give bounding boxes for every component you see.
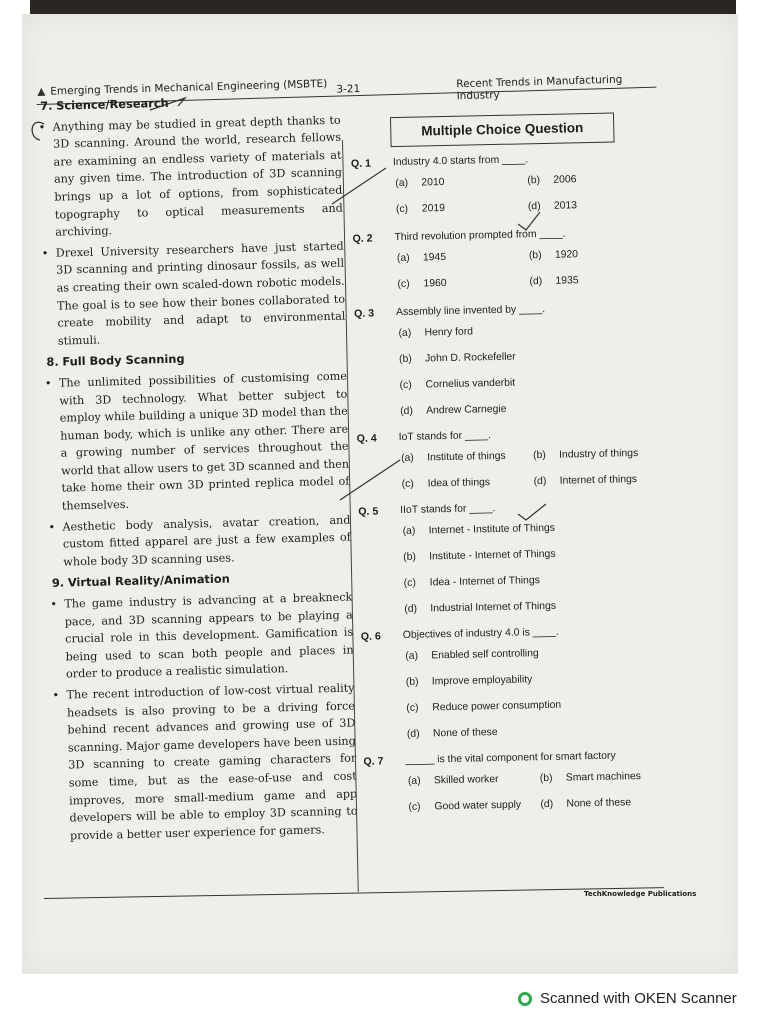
- bullet: •: [48, 520, 56, 534]
- paragraph: • The game industry is advancing at a breakneck pace, and 3D scanning appears to be playing a crucial role in this development. Gamification is being used to scan both people and places in order to produce a realistic simulation.: [50, 590, 354, 681]
- option-c: (c) Idea - Internet of Things: [403, 575, 540, 589]
- pen-circle-mark: [32, 122, 44, 140]
- option-b: (b) Industry of things: [532, 448, 639, 462]
- question-text: IIoT stands for ____.: [400, 503, 496, 517]
- book-title: Emerging Trends in Mechanical Engineering (MSBTE): [50, 77, 328, 98]
- question-text: IoT stands for ____.: [398, 430, 492, 444]
- option-d: (d) 2013: [527, 200, 578, 213]
- option-a: (a) Institute of things: [401, 450, 506, 465]
- question-number: Q. 2: [352, 232, 373, 245]
- question-text: _____ is the vital component for smart factory: [405, 750, 616, 766]
- paragraph: • Aesthetic body analysis, avatar creation, and custom fitted apparel are just a few examples of whole body 3D scanning uses.: [48, 513, 351, 569]
- question-text: Industry 4.0 starts from ____.: [392, 154, 529, 169]
- option-b: (b) Improve employability: [405, 674, 533, 688]
- option-d: (d) Internet of things: [533, 474, 638, 488]
- section-title: Virtual Reality/Animation: [67, 571, 230, 590]
- option-a: (a) Enabled self controlling: [405, 648, 539, 662]
- question-number: Q. 6: [360, 630, 382, 643]
- question-number: Q. 7: [363, 755, 384, 768]
- scanner-watermark: [518, 990, 737, 1007]
- option-c: (c) Good water supply: [408, 799, 522, 813]
- section-title: Science/Research: [56, 95, 169, 113]
- question-number: Q. 3: [353, 307, 375, 320]
- bullet: •: [38, 120, 46, 134]
- watermark-text: Scanned with OKEN Scanner: [540, 990, 737, 1007]
- question-text: Assembly line invented by ____.: [395, 303, 546, 319]
- question-text: Objectives of industry 4.0 is ____.: [402, 626, 559, 642]
- option-d: (d) Andrew Carnegie: [400, 403, 507, 418]
- question-text: Third revolution prompted from ____.: [394, 228, 566, 244]
- pen-arrow-mark: [150, 98, 185, 110]
- pen-stroke-mark: [340, 460, 400, 500]
- option-c: (c) 1960: [397, 278, 447, 291]
- option-b: (b) Smart machines: [539, 771, 642, 785]
- option-d: (d) Industrial Internet of Things: [404, 600, 557, 615]
- option-b: (b) 2006: [527, 174, 577, 187]
- bullet: •: [44, 376, 52, 390]
- page-number: 3-21: [336, 82, 361, 96]
- option-c: (c) Idea of things: [401, 477, 491, 490]
- option-c: (c) 2019: [395, 203, 446, 216]
- option-a: (a) Internet - Institute of Things: [402, 522, 556, 537]
- section-number: 8.: [46, 354, 59, 370]
- option-c: (c) Cornelius vanderbit: [399, 377, 516, 392]
- option-d: (d) None of these: [406, 727, 498, 740]
- question-number: Q. 1: [350, 157, 372, 170]
- pen-tick-mark: [518, 212, 540, 230]
- oken-logo-icon: [518, 992, 532, 1006]
- mcq-title: Multiple Choice Question: [390, 112, 615, 147]
- option-b: (b) John D. Rockefeller: [398, 351, 516, 366]
- paragraph: • Drexel University researchers have just started 3D scanning and printing dinosaur fossils, as well as creating their own scaled-down robotic models. The goal is to see how their bones collaborated to create mobility and adapt to environmental stimuli.: [41, 239, 346, 348]
- bullet: •: [52, 688, 60, 702]
- option-d: (d) 1935: [529, 275, 579, 288]
- option-a: (a) 1945: [396, 252, 447, 265]
- bullet: •: [41, 246, 49, 260]
- pen-tick-mark: [518, 504, 546, 520]
- section-number: 9.: [51, 575, 65, 591]
- option-a: (a) Henry ford: [398, 326, 474, 340]
- option-a: (a) 2010: [395, 177, 445, 190]
- section-number: 7.: [40, 98, 53, 113]
- option-b: (b) 1920: [528, 249, 579, 262]
- option-c: (c) Reduce power consumption: [406, 699, 562, 714]
- paragraph: • The unlimited possibilities of customising come with 3D technology. What better subject to employ while building a unique 3D model than the human body, which is unlike any other. There are a growing number of services throughout the world that allow users to get 3D scanned and then take home their own 3D printed replica model of themselves.: [44, 369, 350, 513]
- chapter-title: Recent Trends in Manufacturing Industry: [456, 73, 623, 103]
- option-d: (d) None of these: [540, 797, 632, 811]
- paragraph: • Anything may be studied in great depth thanks to 3D scanning. Around the world, research fellows are examining an endless variety of materials at any given time. The introduction of 3D scanning brings up a lot of options, from sophisticated topography to optical measurements and archiving.: [38, 113, 343, 239]
- option-a: (a) Skilled worker: [407, 774, 499, 787]
- publisher-logo: [584, 890, 696, 898]
- section-title: Full Body Scanning: [62, 351, 185, 369]
- question-number: Q. 5: [358, 505, 379, 518]
- publisher-name: TechKnowledge Publications: [584, 890, 697, 898]
- question-number: Q. 4: [356, 432, 377, 445]
- paragraph: • The recent introduction of low-cost virtual reality headsets is also proving to be a driving force behind recent advances and growing use of 3D scanning. Major game developers have been using 3D scanning to create gaming characters for some time, but as the ease-of-use and cost improves, more small-medium game and app developers will be able to employ 3D scanning to provide a better user experience for gamers.: [52, 681, 358, 843]
- bullet: •: [50, 597, 58, 611]
- pen-stroke-mark: [332, 168, 386, 204]
- option-b: (b) Institute - Internet of Things: [403, 548, 556, 563]
